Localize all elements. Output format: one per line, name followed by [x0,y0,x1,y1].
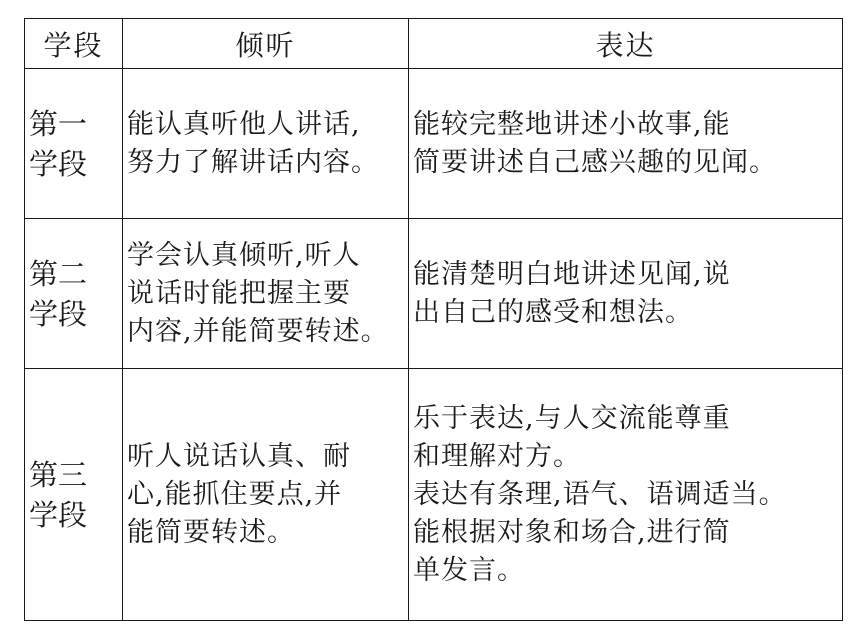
express-cell [409,69,843,219]
express-line: 能较完整地讲述小故事,能 [413,108,731,140]
table-row [25,219,843,369]
stage-line: 第一 [29,106,88,141]
express-cell [409,369,843,621]
express-line: 和理解对方。 [413,440,581,472]
listen-cell [123,369,409,621]
express-line: 简要讲述自己感兴趣的见闻。 [413,146,777,178]
listen-line: 努力了解讲话内容。 [127,146,379,178]
curriculum-table [24,18,843,621]
stage-cell [25,369,123,621]
header-listen: 倾听 [123,19,409,69]
express-line: 乐于表达,与人交流能尊重 [413,402,731,434]
table-row [25,369,843,621]
listen-line: 能认真听他人讲话, [127,108,361,140]
table-row [25,69,843,219]
stage-line: 第三 [29,457,88,492]
header-stage: 学段 [25,19,123,69]
listen-line: 听人说话认真、耐 [127,440,351,472]
listen-line: 说话时能把握主要 [127,277,351,309]
express-line: 表达有条理,语气、语调适当。 [413,478,787,510]
stage-cell [25,69,123,219]
table-header-row [25,19,843,69]
stage-line: 学段 [29,296,88,331]
header-express: 表达 [409,19,843,69]
stage-line: 第二 [29,256,88,291]
listen-line: 学会认真倾听,听人 [127,239,361,271]
listen-line: 内容,并能简要转述。 [127,315,389,347]
express-cell [409,219,843,369]
express-line: 能清楚明白地讲述见闻,说 [413,258,731,290]
stage-line: 学段 [29,497,88,532]
listen-cell [123,219,409,369]
stage-cell [25,219,123,369]
express-line: 单发言。 [413,554,525,586]
express-line: 能根据对象和场合,进行简 [413,516,731,548]
listen-line: 心,能抓住要点,并 [127,478,343,510]
express-line: 出自己的感受和想法。 [413,296,693,328]
listen-line: 能简要转述。 [127,516,295,548]
listen-cell [123,69,409,219]
stage-line: 学段 [29,146,88,181]
